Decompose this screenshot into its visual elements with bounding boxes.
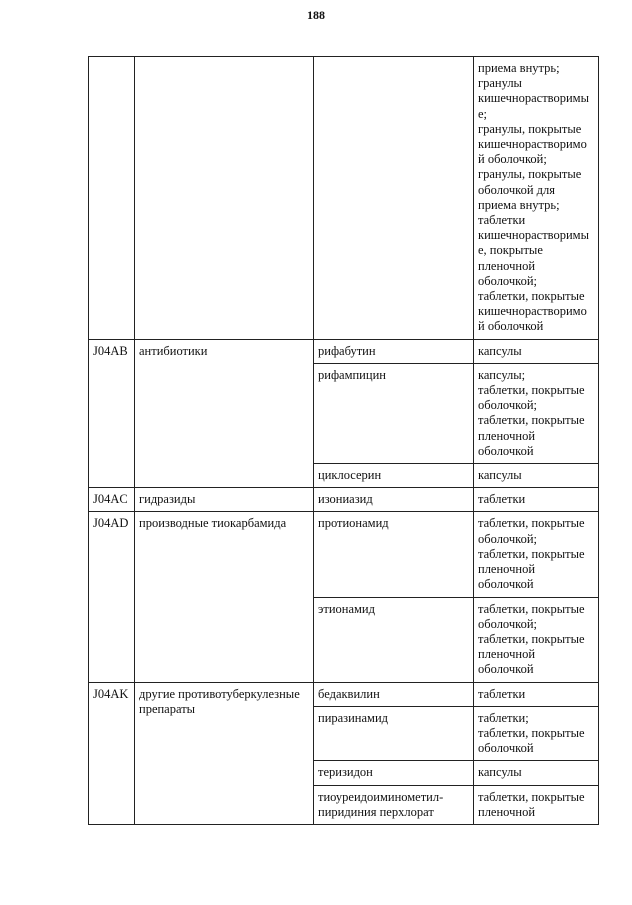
dosage-form-text: капсулы [478,343,522,358]
dosage-form-cell [474,785,599,824]
dosage-form-text: капсулы; таблетки, покрытые оболочкой; таблетки, покрытые пленочной оболочкой [478,367,585,458]
atc-code-cell [89,339,135,488]
group-name: антибиотики [139,343,208,358]
dosage-form-text: таблетки; таблетки, покрытые оболочкой [478,710,585,756]
atc-code: J04AC [93,492,128,507]
dosage-form-text: таблетки [478,492,526,507]
substance-cell [314,706,474,761]
substance-cell [314,339,474,363]
dosage-form-cell [474,706,599,761]
table-row [89,57,599,340]
substance-cell [314,363,474,463]
group-cell [135,339,314,488]
substance-name: теризидон [318,765,373,780]
atc-code-cell [89,57,135,340]
substance-name: пиразинамид [318,710,389,725]
substance-name: бедаквилин [318,686,380,701]
dosage-form-text: таблетки, покрытые оболочкой; таблетки, покрытые пленочной оболочкой [478,516,585,592]
substance-cell [314,682,474,706]
dosage-form-cell [474,597,599,682]
substance-name: тиоуреидоиминометил- пиридиния перхлорат [318,789,444,819]
page-number: 188 [307,8,325,22]
dosage-form-cell [474,761,599,785]
substance-cell [314,761,474,785]
dosage-form-cell [474,363,599,463]
atc-code-cell [89,512,135,682]
table-row [89,339,599,363]
dosage-form-cell [474,464,599,488]
atc-code: J04AD [93,516,129,531]
substance-name: рифампицин [318,367,386,382]
dosage-form-cell [474,682,599,706]
atc-code: J04AB [93,343,128,358]
substance-cell [314,488,474,512]
substance-cell [314,785,474,824]
substance-cell [314,57,474,340]
atc-code-cell [89,682,135,824]
group-cell [135,512,314,682]
table-row [89,682,599,706]
dosage-form-cell [474,488,599,512]
dosage-form-text: таблетки [478,686,526,701]
dosage-form-cell [474,57,599,340]
dosage-form-cell [474,512,599,597]
group-name: гидразиды [139,492,196,507]
group-name: другие противотуберкулезные препараты [139,686,300,716]
substance-cell [314,512,474,597]
substance-name: циклосерин [318,468,382,483]
table-row [89,488,599,512]
dosage-form-text: таблетки, покрытые оболочкой; таблетки, покрытые пленочной оболочкой [478,601,585,677]
group-cell [135,682,314,824]
dosage-form-text: таблетки, покрытые пленочной [478,789,585,819]
substance-cell [314,464,474,488]
table-row [89,512,599,597]
group-cell [135,57,314,340]
atc-code: J04AK [93,686,129,701]
drug-table [88,56,599,825]
dosage-form-text: капсулы [478,468,522,483]
substance-name: рифабутин [318,343,376,358]
substance-name: изониазид [318,492,373,507]
dosage-form-text: приема внутрь; гранулы кишечнорастворимы е; гранулы, покрытые кишечнорастворимо й оболочкой; гранулы, покрытые оболочкой для приема внутрь; таблетки кишечнорастворимы е, покрытые пленочной оболочкой; таблетки, покрытые кишечнорастворимо й оболочкой [478,61,589,334]
atc-code-cell [89,488,135,512]
substance-name: протионамид [318,516,389,531]
group-cell [135,488,314,512]
substance-name: этионамид [318,601,375,616]
dosage-form-text: капсулы [478,765,522,780]
group-name: производные тиокарбамида [139,516,287,531]
substance-cell [314,597,474,682]
dosage-form-cell [474,339,599,363]
